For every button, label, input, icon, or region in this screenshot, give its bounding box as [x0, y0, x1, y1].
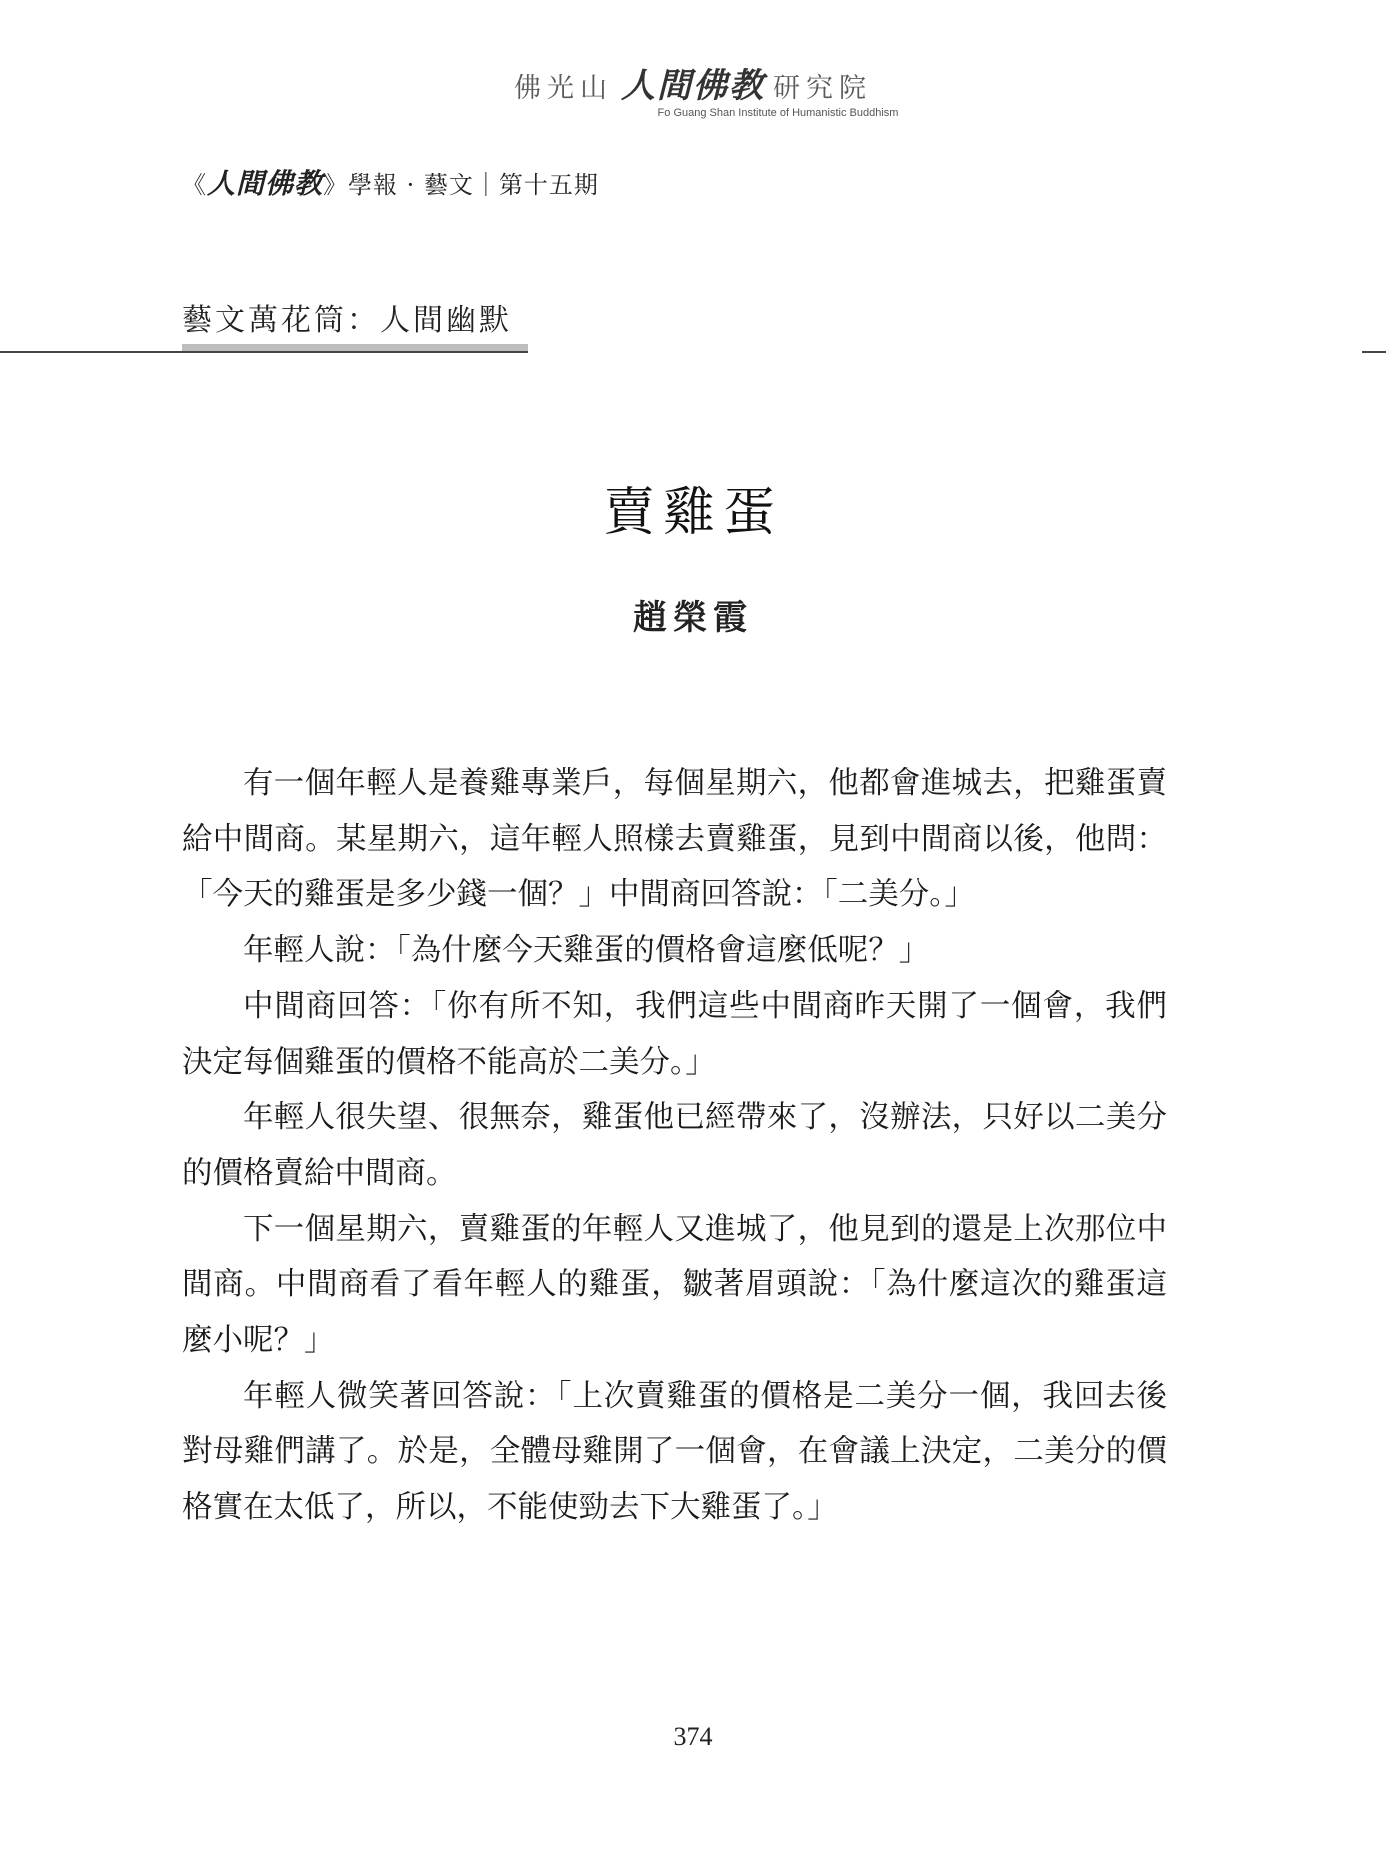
paragraph: 有一個年輕人是養雞專業戶，每個星期六，他都會進城去，把雞蛋賣給中間商。某星期六，這年輕人照樣去賣雞蛋，見到中間商以後，他問：「今天的雞蛋是多少錢一個？」中間商回答說：「二美分。」 — [182, 766, 1167, 913]
paragraph: 年輕人微笑著回答說：「上次賣雞蛋的價格是二美分一個，我回去後對母雞們講了。於是，全體母雞開了一個會，在會議上決定，二美分的價格實在太低了，所以，不能使勁去下大雞蛋了。」 — [182, 1378, 1167, 1526]
article-body — [182, 756, 1167, 1536]
masthead-right: 研究院 — [773, 73, 872, 104]
masthead-brand-logo: 人間佛教 — [621, 66, 765, 106]
section-underline-shade — [182, 344, 528, 351]
paragraph: 下一個星期六，賣雞蛋的年輕人又進城了，他見到的還是上次那位中間商。中間商看了看年輕人的雞蛋，皺著眉頭說：「為什麼這次的雞蛋這麼小呢？」 — [182, 1211, 1167, 1359]
masthead-left: 佛光山 — [514, 73, 613, 104]
section-title: 藝文萬花筒：人間幽默 — [182, 303, 512, 338]
journal-header — [182, 162, 599, 202]
masthead — [0, 58, 1386, 119]
page-number: 374 — [673, 1722, 713, 1751]
article-author: 趙榮霞 — [633, 598, 753, 638]
paragraph: 中間商回答：「你有所不知，我們這些中間商昨天開了一個會，我們決定每個雞蛋的價格不能高於二美分。」 — [182, 988, 1167, 1080]
journal-rest: 》學報 · 藝文｜第十五期 — [323, 171, 599, 199]
section-rule-right — [1362, 351, 1386, 353]
journal-brand: 人間佛教 — [207, 167, 324, 200]
article-title: 賣雞蛋 — [602, 483, 783, 543]
paragraph: 年輕人說：「為什麼今天雞蛋的價格會這麼低呢？」 — [243, 933, 930, 969]
paragraph: 年輕人很失望、很無奈，雞蛋他已經帶來了，沒辦法，只好以二美分的價格賣給中間商。 — [182, 1100, 1167, 1191]
section-rule-left — [0, 351, 528, 353]
masthead-english: Fo Guang Shan Institute of Humanistic Buddhism — [657, 107, 899, 119]
masthead-title — [0, 58, 1386, 107]
journal-open-bracket: 《 — [182, 171, 207, 199]
